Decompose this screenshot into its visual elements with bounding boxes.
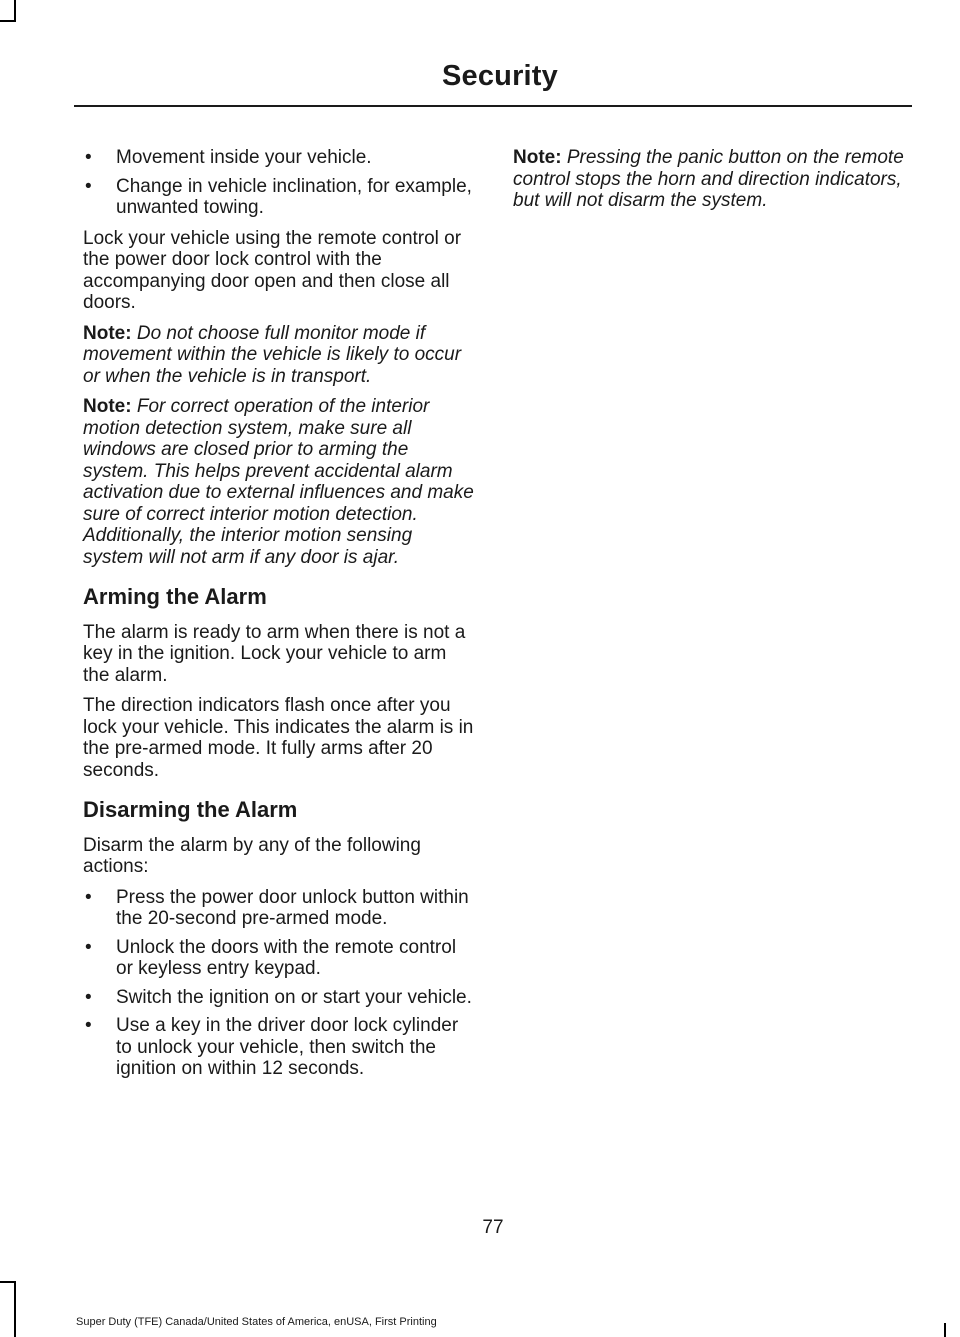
- note-interior-motion: [83, 396, 477, 568]
- header-rule: [74, 105, 912, 107]
- bullet-icon: •: [85, 175, 92, 197]
- list-item: • Movement inside your vehicle.: [85, 147, 372, 168]
- list-item: • Use a key in the driver door lock cylinder to unlock your vehicle, then switch the ignition on within 12 seconds.: [85, 1015, 459, 1079]
- page-title: Security: [441, 60, 558, 92]
- page-number: 77: [482, 1217, 504, 1238]
- intro-bullet-list: [83, 147, 477, 219]
- disarming-intro: Disarm the alarm by any of the following actions:: [83, 834, 421, 877]
- list-item: • Unlock the doors with the remote control or keyless entry keypad.: [85, 936, 457, 979]
- note-text: For correct operation of the interior motion detection system, make sure all windows are closed prior to arming the system. This helps prevent accidental alarm activation due to external influences and make sure of correct interior motion detection. Additionally, the interior motion sensing system will not arm if any door is ajar.: [83, 396, 474, 568]
- bullet-icon: •: [85, 936, 92, 958]
- note-text: Do not choose full monitor mode if movement within the vehicle is likely to occur or when the vehicle is in transport.: [83, 322, 462, 387]
- left-column: [83, 147, 477, 1089]
- disarming-bullet-list: [83, 887, 477, 1080]
- arming-paragraph-2: The direction indicators flash once after you lock your vehicle. This indicates the alarm is in the pre-armed mode. It fully arms after 20 seconds.: [83, 695, 474, 781]
- arming-heading: Arming the Alarm: [83, 584, 267, 609]
- bullet-icon: •: [85, 1015, 92, 1036]
- right-column: [513, 147, 913, 221]
- bullet-icon: •: [85, 886, 92, 908]
- list-item: • Change in vehicle inclination, for example, unwanted towing.: [85, 175, 472, 218]
- note-panic-button: [513, 147, 913, 212]
- crop-mark-top-left-vertical: [14, 0, 16, 22]
- note-label: Note:: [513, 147, 562, 168]
- bullet-icon: •: [85, 986, 92, 1008]
- note-text: Pressing the panic button on the remote control stops the horn and direction indicators, but will not disarm the system.: [513, 147, 904, 211]
- edition-footer: Super Duty (TFE) Canada/United States of America, enUSA, First Printing: [76, 1316, 437, 1328]
- note-label: Note:: [83, 396, 132, 417]
- lock-paragraph: Lock your vehicle using the remote control or the power door lock control with the accompanying door open and then close all doors.: [83, 227, 462, 313]
- note-full-monitor: [83, 323, 477, 388]
- note-label: Note:: [83, 322, 132, 344]
- crop-mark-top-left-horizontal: [0, 20, 16, 22]
- crop-mark-bottom-left-vertical: [14, 1281, 16, 1337]
- list-item: • Switch the ignition on or start your vehicle.: [85, 986, 472, 1008]
- crop-mark-bottom-right-vertical: [944, 1323, 946, 1337]
- disarming-heading: Disarming the Alarm: [83, 797, 298, 822]
- list-item: • Press the power door unlock button within the 20-second pre-armed mode.: [85, 886, 469, 929]
- arming-paragraph-1: The alarm is ready to arm when there is not a key in the ignition. Lock your vehicle to arm the alarm.: [83, 621, 466, 686]
- bullet-icon: •: [85, 147, 92, 168]
- crop-mark-bottom-left-horizontal: [0, 1281, 16, 1283]
